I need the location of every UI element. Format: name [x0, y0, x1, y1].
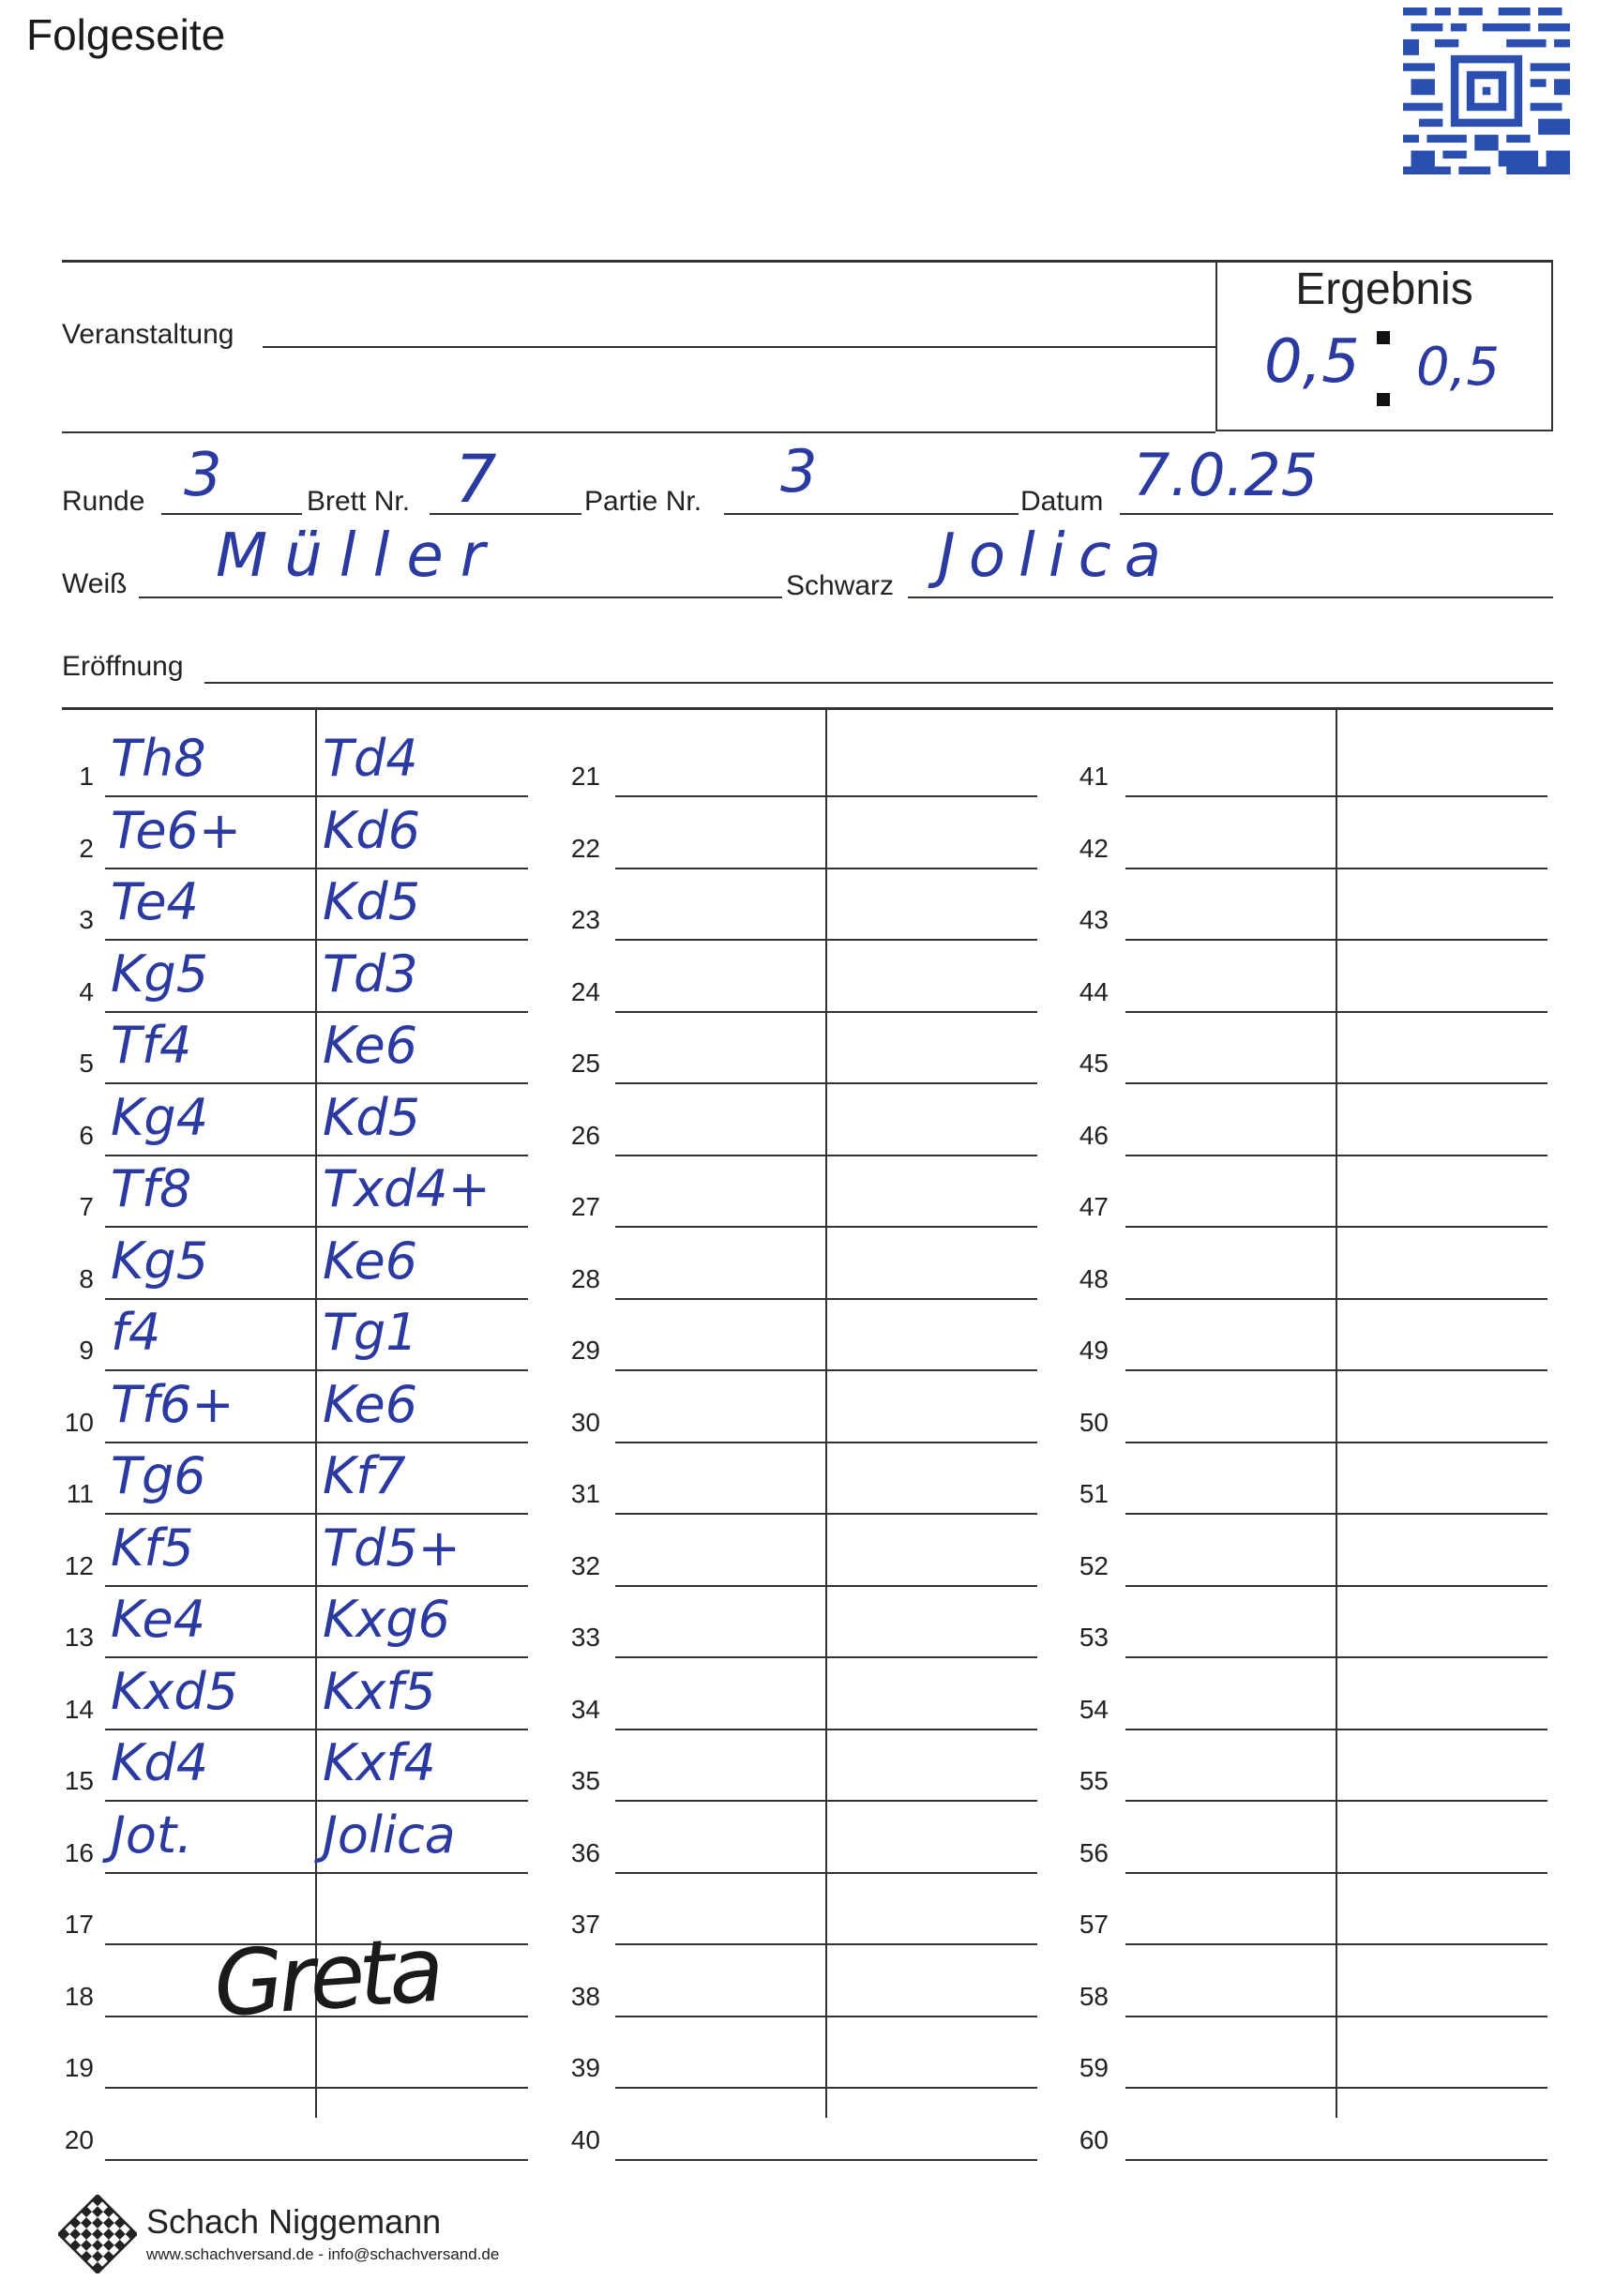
move-number: 27 — [570, 1192, 600, 1221]
black-move-cell[interactable] — [833, 1156, 1037, 1228]
white-move-cell[interactable] — [111, 1372, 313, 1443]
white-move-cell[interactable] — [111, 1013, 313, 1084]
white-move-cell[interactable] — [1131, 869, 1334, 941]
white-move-cell[interactable] — [621, 1013, 823, 1084]
colon-dot-top — [1377, 331, 1390, 344]
black-move-cell[interactable] — [833, 869, 1037, 941]
move-number: 45 — [1079, 1049, 1109, 1078]
white-move-cell[interactable] — [621, 869, 823, 941]
white-move-cell[interactable] — [1131, 1874, 1334, 1945]
white-move-cell[interactable] — [111, 1156, 313, 1228]
black-move-text: Kd6 — [323, 800, 421, 860]
move-number: 51 — [1079, 1479, 1109, 1508]
black-move-cell[interactable] — [833, 2090, 1037, 2161]
black-move-cell[interactable] — [833, 2017, 1037, 2089]
white-move-cell[interactable] — [1131, 1300, 1334, 1371]
move-number: 15 — [64, 1766, 94, 1795]
black-move-cell[interactable] — [1343, 1443, 1547, 1515]
footer-url: www.schachversand.de - info@schachversand.de — [146, 2245, 500, 2263]
white-move-cell[interactable] — [621, 1085, 823, 1156]
move-number: 55 — [1079, 1766, 1109, 1795]
brett-value: 7 — [455, 441, 497, 518]
white-move-cell[interactable] — [1131, 1372, 1334, 1443]
move-number: 57 — [1079, 1910, 1109, 1939]
black-move-cell[interactable] — [1343, 2017, 1547, 2089]
white-move-cell[interactable] — [621, 1300, 823, 1371]
move-number: 44 — [1079, 976, 1109, 1006]
black-move-cell[interactable] — [323, 1443, 528, 1515]
white-move-cell[interactable] — [111, 798, 313, 869]
move-number: 2 — [79, 833, 94, 863]
move-number: 33 — [570, 1623, 600, 1652]
black-move-cell[interactable] — [1343, 1874, 1547, 1945]
white-move-cell[interactable] — [1131, 1587, 1334, 1658]
move-number: 21 — [570, 762, 600, 791]
black-move-text: Kf7 — [323, 1446, 406, 1505]
white-move-cell[interactable] — [111, 942, 313, 1013]
weiss-label: Weiß — [62, 568, 128, 599]
move-number: 13 — [64, 1623, 94, 1652]
move-number: 54 — [1079, 1694, 1109, 1724]
move-number: 26 — [570, 1120, 600, 1150]
datum-label: Datum — [1020, 486, 1104, 517]
black-move-cell[interactable] — [323, 2090, 528, 2161]
black-move-cell[interactable] — [833, 726, 1037, 797]
white-move-cell[interactable] — [621, 1587, 823, 1658]
black-move-text: Kxf4 — [323, 1733, 436, 1792]
datum-field[interactable] — [1120, 513, 1553, 515]
move-number: 60 — [1079, 2124, 1109, 2154]
move-number: 56 — [1079, 1837, 1109, 1867]
white-move-cell[interactable] — [621, 1229, 823, 1300]
move-number: 9 — [79, 1336, 94, 1365]
black-move-cell[interactable] — [1343, 1516, 1547, 1587]
black-move-text: Ke6 — [323, 1231, 418, 1291]
move-number: 30 — [570, 1407, 600, 1437]
white-move-cell[interactable] — [621, 2090, 823, 2161]
runde-label: Runde — [62, 486, 145, 517]
black-move-text: Txd4+ — [323, 1159, 491, 1218]
moves-top-rule — [62, 707, 1553, 710]
brett-label: Brett Nr. — [307, 486, 411, 517]
black-move-cell[interactable] — [1343, 1229, 1547, 1300]
black-move-cell[interactable] — [1343, 2090, 1547, 2161]
white-move-text: Th8 — [111, 729, 206, 788]
black-move-cell[interactable] — [833, 1730, 1037, 1802]
black-move-cell[interactable] — [833, 1874, 1037, 1945]
white-move-text: Tf8 — [111, 1159, 192, 1218]
move-number: 34 — [570, 1694, 600, 1724]
result-black-value[interactable]: 0,5 — [1416, 337, 1501, 398]
white-move-text: Kxd5 — [111, 1661, 239, 1721]
move-number: 18 — [64, 1981, 94, 2011]
page-title: Folgeseite — [26, 10, 226, 59]
move-number: 22 — [570, 833, 600, 863]
white-move-cell[interactable] — [1131, 1730, 1334, 1802]
black-move-text: Kd5 — [323, 1087, 421, 1147]
white-move-text: Kg5 — [111, 944, 209, 1004]
white-move-text: Kg5 — [111, 1231, 209, 1291]
move-number: 47 — [1079, 1192, 1109, 1221]
black-move-cell[interactable] — [323, 942, 528, 1013]
white-move-cell[interactable] — [111, 1443, 313, 1515]
white-move-cell[interactable] — [1131, 1013, 1334, 1084]
white-move-cell[interactable] — [111, 1516, 313, 1587]
black-move-cell[interactable] — [1343, 1013, 1547, 1084]
brett-field[interactable] — [430, 513, 581, 515]
white-move-text: Ke4 — [111, 1590, 206, 1649]
move-number: 41 — [1079, 762, 1109, 791]
move-number: 8 — [79, 1263, 94, 1293]
black-move-cell[interactable] — [1343, 869, 1547, 941]
white-move-cell[interactable] — [111, 1659, 313, 1730]
result-white-value[interactable]: 0,5 — [1264, 327, 1360, 397]
white-move-cell[interactable] — [1131, 1229, 1334, 1300]
black-move-text: Td3 — [323, 944, 418, 1004]
move-number: 20 — [64, 2124, 94, 2154]
move-number: 46 — [1079, 1120, 1109, 1150]
white-move-cell[interactable] — [111, 1085, 313, 1156]
black-move-text: Tg1 — [323, 1303, 418, 1362]
move-number: 7 — [79, 1192, 94, 1221]
colon-dot-bottom — [1377, 393, 1390, 406]
white-move-text: Te6+ — [111, 800, 242, 860]
black-move-cell[interactable] — [323, 1372, 528, 1443]
move-number: 3 — [79, 905, 94, 934]
black-move-text: Kd5 — [323, 872, 421, 931]
move-number: 49 — [1079, 1336, 1109, 1365]
black-move-cell[interactable] — [1343, 1659, 1547, 1730]
move-number: 38 — [570, 1981, 600, 2011]
move-number: 58 — [1079, 1981, 1109, 2011]
white-move-cell[interactable] — [621, 726, 823, 797]
black-move-cell[interactable] — [1343, 1730, 1547, 1802]
black-move-cell[interactable] — [833, 1587, 1037, 1658]
black-move-text: Kxf5 — [323, 1661, 436, 1721]
move-number: 42 — [1079, 833, 1109, 863]
move-number: 36 — [570, 1837, 600, 1867]
black-move-cell[interactable] — [1343, 1372, 1547, 1443]
white-move-cell[interactable] — [111, 869, 313, 941]
white-move-cell[interactable] — [111, 1803, 313, 1874]
partie-label: Partie Nr. — [584, 486, 702, 517]
runde-field[interactable] — [161, 513, 302, 515]
white-move-cell[interactable] — [621, 1516, 823, 1587]
black-move-cell[interactable] — [833, 1013, 1037, 1084]
black-move-cell[interactable] — [833, 798, 1037, 869]
signature: Greta — [210, 1916, 443, 2038]
black-move-cell[interactable] — [1343, 1156, 1547, 1228]
black-move-cell[interactable] — [323, 1803, 528, 1874]
white-move-cell[interactable] — [1131, 1659, 1334, 1730]
move-number: 40 — [570, 2124, 600, 2154]
form-header-rule — [62, 431, 1215, 433]
black-move-cell[interactable] — [1343, 726, 1547, 797]
white-move-cell[interactable] — [621, 1730, 823, 1802]
black-move-cell[interactable] — [833, 1085, 1037, 1156]
white-move-text: Kg4 — [111, 1087, 209, 1147]
partie-value: 3 — [780, 437, 818, 506]
column-divider-1 — [315, 709, 317, 2118]
black-move-cell[interactable] — [323, 1229, 528, 1300]
white-move-cell[interactable] — [111, 1587, 313, 1658]
black-move-cell[interactable] — [833, 942, 1037, 1013]
veranstaltung-field[interactable] — [263, 346, 1215, 348]
white-move-cell[interactable] — [111, 1300, 313, 1371]
white-move-cell[interactable] — [621, 1803, 823, 1874]
white-move-cell[interactable] — [621, 1443, 823, 1515]
white-move-cell[interactable] — [1131, 1156, 1334, 1228]
black-move-text: Td5+ — [323, 1518, 460, 1578]
black-move-cell[interactable] — [833, 1372, 1037, 1443]
move-number: 59 — [1079, 2053, 1109, 2082]
black-move-cell[interactable] — [1343, 1946, 1547, 2017]
black-move-cell[interactable] — [323, 1085, 528, 1156]
black-move-text: Kxg6 — [323, 1590, 451, 1649]
black-move-cell[interactable] — [833, 1300, 1037, 1371]
black-move-cell[interactable] — [1343, 1803, 1547, 1874]
white-move-cell[interactable] — [111, 726, 313, 797]
black-move-cell[interactable] — [323, 798, 528, 869]
move-number: 32 — [570, 1550, 600, 1580]
result-box — [1215, 262, 1553, 431]
black-move-cell[interactable] — [833, 1443, 1037, 1515]
white-move-cell[interactable] — [1131, 1946, 1334, 2017]
chessboard-logo-icon — [58, 2195, 137, 2273]
white-move-text: Kd4 — [111, 1733, 209, 1792]
black-move-cell[interactable] — [833, 1946, 1037, 2017]
move-number: 14 — [64, 1694, 94, 1724]
move-number: 10 — [64, 1407, 94, 1437]
white-move-cell[interactable] — [111, 1730, 313, 1802]
black-move-cell[interactable] — [833, 1803, 1037, 1874]
move-number: 23 — [570, 905, 600, 934]
move-number: 39 — [570, 2053, 600, 2082]
white-move-cell[interactable] — [621, 1659, 823, 1730]
move-number: 50 — [1079, 1407, 1109, 1437]
black-move-cell[interactable] — [1343, 798, 1547, 869]
schwarz-value: Jolica — [938, 521, 1174, 591]
black-move-cell[interactable] — [833, 1659, 1037, 1730]
column-divider-2 — [825, 709, 827, 2118]
white-move-text: Tg6 — [111, 1446, 206, 1505]
schwarz-field[interactable] — [908, 597, 1553, 598]
move-number: 16 — [64, 1837, 94, 1867]
eroeffnung-field[interactable] — [204, 682, 1553, 684]
schwarz-label: Schwarz — [786, 570, 895, 601]
move-number: 17 — [64, 1910, 94, 1939]
black-move-cell[interactable] — [323, 1659, 528, 1730]
result-label: Ergebnis — [1295, 264, 1473, 314]
move-number: 52 — [1079, 1550, 1109, 1580]
black-move-cell[interactable] — [323, 1013, 528, 1084]
white-move-cell[interactable] — [1131, 2017, 1334, 2089]
black-move-cell[interactable] — [1343, 1085, 1547, 1156]
white-move-cell[interactable] — [621, 1874, 823, 1945]
black-move-cell[interactable] — [1343, 1587, 1547, 1658]
white-move-cell[interactable] — [621, 1156, 823, 1228]
black-move-cell[interactable] — [323, 1516, 528, 1587]
move-number: 24 — [570, 976, 600, 1006]
white-move-text: Tf4 — [111, 1016, 192, 1075]
white-move-text: Tf6+ — [111, 1374, 234, 1434]
move-number: 31 — [570, 1479, 600, 1508]
move-number: 4 — [79, 976, 94, 1006]
move-number: 5 — [79, 1049, 94, 1078]
white-move-cell[interactable] — [621, 1946, 823, 2017]
white-move-cell[interactable] — [1131, 1085, 1334, 1156]
move-number: 25 — [570, 1049, 600, 1078]
runde-value: 3 — [184, 441, 222, 510]
move-number: 12 — [64, 1550, 94, 1580]
move-number: 6 — [79, 1120, 94, 1150]
black-move-cell[interactable] — [323, 2017, 528, 2089]
move-number: 35 — [570, 1766, 600, 1795]
white-move-cell[interactable] — [621, 2017, 823, 2089]
white-move-cell[interactable] — [1131, 1803, 1334, 1874]
white-move-text: Te4 — [111, 872, 199, 931]
move-number: 28 — [570, 1263, 600, 1293]
white-move-cell[interactable] — [1131, 2090, 1334, 2161]
move-number: 53 — [1079, 1623, 1109, 1652]
black-move-text: Ke6 — [323, 1016, 418, 1075]
black-move-text: Td4 — [323, 729, 418, 788]
move-number: 43 — [1079, 905, 1109, 934]
black-move-cell[interactable] — [323, 869, 528, 941]
black-move-cell[interactable] — [323, 1300, 528, 1371]
move-number: 11 — [66, 1479, 94, 1508]
white-move-cell[interactable] — [1131, 1516, 1334, 1587]
white-move-cell[interactable] — [621, 1372, 823, 1443]
white-move-cell[interactable] — [111, 2090, 313, 2161]
black-move-cell[interactable] — [833, 1229, 1037, 1300]
move-number: 48 — [1079, 1263, 1109, 1293]
black-move-cell[interactable] — [323, 1730, 528, 1802]
black-move-cell[interactable] — [323, 1587, 528, 1658]
black-move-text: Jolica — [323, 1805, 456, 1865]
white-move-cell[interactable] — [1131, 726, 1334, 797]
black-move-cell[interactable] — [323, 726, 528, 797]
move-number: 1 — [79, 762, 94, 791]
white-move-cell[interactable] — [1131, 1443, 1334, 1515]
footer-brand: Schach Niggemann — [146, 2202, 442, 2241]
veranstaltung-label: Veranstaltung — [62, 319, 234, 350]
white-move-cell[interactable] — [111, 1229, 313, 1300]
move-number: 29 — [570, 1336, 600, 1365]
column-divider-3 — [1336, 709, 1337, 2118]
move-number: 37 — [570, 1910, 600, 1939]
black-move-cell[interactable] — [1343, 1300, 1547, 1371]
datum-value: 7.0.25 — [1133, 441, 1319, 509]
white-move-cell[interactable] — [1131, 942, 1334, 1013]
black-move-cell[interactable] — [1343, 942, 1547, 1013]
partie-field[interactable] — [724, 513, 1019, 515]
white-move-text: f4 — [111, 1303, 161, 1362]
black-move-cell[interactable] — [833, 1516, 1037, 1587]
move-number: 19 — [64, 2053, 94, 2082]
white-move-text: Kf5 — [111, 1518, 194, 1578]
weiss-field[interactable] — [139, 597, 782, 598]
qr-code-icon — [1403, 8, 1570, 174]
white-move-cell[interactable] — [621, 798, 823, 869]
black-move-text: Ke6 — [323, 1374, 418, 1434]
weiss-value: Müller — [216, 521, 503, 591]
white-move-cell[interactable] — [1131, 798, 1334, 869]
white-move-cell[interactable] — [621, 942, 823, 1013]
eroeffnung-label: Eröffnung — [62, 651, 184, 682]
white-move-text: Jot. — [111, 1805, 193, 1865]
black-move-cell[interactable] — [323, 1156, 528, 1228]
